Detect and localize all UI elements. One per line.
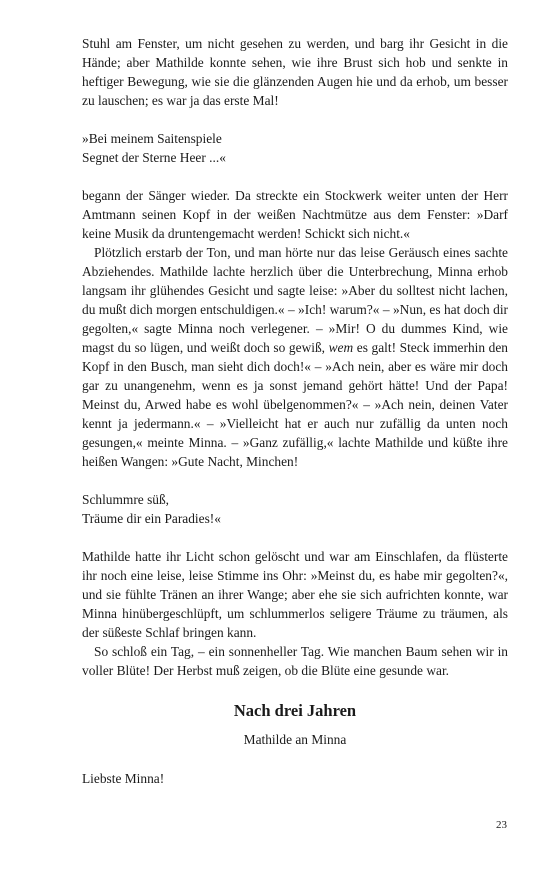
section-heading: Nach drei Jahren (233, 701, 357, 720)
paragraph-3-text-b: es galt! Steck immerhin den Kopf in den Busch, man sieht dich doch!« – »Ach nein, aber es wäre mir doch gar zu unangenehm, wenn es ja sonst jemand gehört hätte! Und der Papa! Meinst du, Arwed habe es wohl übelgenommen?« – »Ach nein, deinen Vater kennt ja jedermann.« – »Vielleicht hat er auch nur zufällig da unten noch gesungen,« meinte Minna. – »Ganz zufällig,« lachte Mathilde und küßte ihre heißen Wangen: »Gute Nacht, Minchen! (82, 340, 508, 469)
verse-line: Segnet der Sterne Heer ...« (82, 150, 226, 165)
spacer (82, 110, 508, 129)
spacer (82, 471, 508, 490)
verse-1 (82, 129, 508, 167)
spacer (82, 167, 508, 186)
paragraph-2: begann der Sänger wieder. Da streckte ein Stockwerk weiter unten der Herr Amtmann seinen Kopf in der weißen Nachtmütze aus dem Fenster: »Darf keine Musik da druntengemacht werden! Schickt sich nicht.« (82, 188, 508, 241)
paragraph-5: So schloß ein Tag, – ein sonnenheller Tag. Wie manchen Baum sehen wir in voller Blüte! Der Herbst muß zeigen, ob die Blüte eine gesunde war. (82, 644, 508, 678)
verse-line: »Bei meinem Saitenspiele (82, 131, 222, 146)
verse-line: Träume dir ein Paradies!« (82, 511, 221, 526)
verse-2 (82, 490, 508, 528)
paragraph-3 (82, 243, 508, 471)
letter-salutation: Liebste Minna! (82, 771, 165, 786)
paragraph-3-text-a: Plötzlich erstarb der Ton, und man hörte nur das leise Geräusch eines sachte Abziehendes. Mathilde lachte herzlich über die Unterbrechung, Minna erhob langsam ihr glühendes Gesicht und sagte leise: »Aber du solltest nicht lachen, du mußt dich morgen entschuldigen.« – »Ich! warum?« – »Nun, es hat doch dir gegolten,« sagte Minna noch verlegener. – »Mir! O du dummes Kind, wie magst du so lügen, und weißt doch so gewiß, (82, 245, 508, 355)
verse-line: Schlummre süß, (82, 492, 170, 507)
page-number: 23 (496, 819, 507, 831)
page-body (82, 34, 508, 788)
emphasis-wem: wem (328, 340, 354, 355)
paragraph-4: Mathilde hatte ihr Licht schon gelöscht und war am Einschlafen, da flüsterte ihr noch eine leise, leise Stimme ins Ohr: »Meinst du, es habe mir gegolten?«, und sie fühlte Tränen an ihrer Wange; aber ehe sie sich aufrichten konnte, war Minna hinübergeschlüpft, um schlummerlos seligere Träume zu träumen, als der süßeste Schlaf bringen kann. (82, 549, 508, 640)
paragraph-1: Stuhl am Fenster, um nicht gesehen zu werden, und barg ihr Gesicht in die Hände; aber Mathilde konnte sehen, wie ihre Brust sich hob und senkte in heftiger Bewegung, wie sie die glänzenden Augen hie und da erhob, um besser zu lauschen; es war ja das erste Mal! (82, 36, 508, 108)
spacer (82, 528, 508, 547)
section-subheading: Mathilde an Minna (243, 732, 347, 747)
